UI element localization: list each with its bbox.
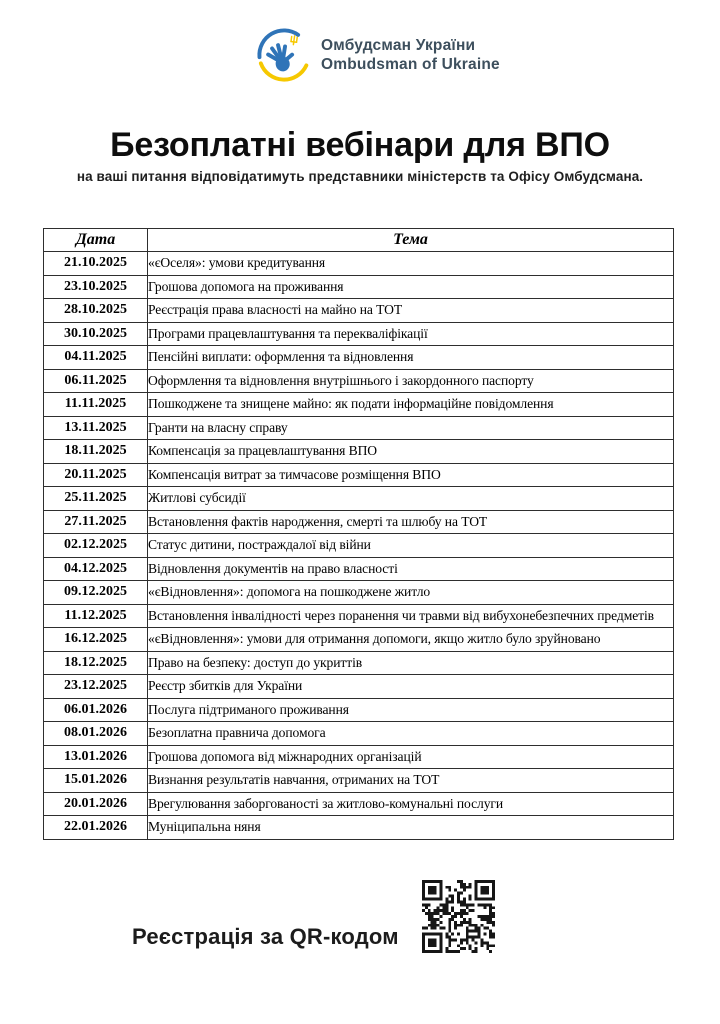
logo-name-en: Ombudsman of Ukraine bbox=[321, 56, 500, 73]
table-row bbox=[44, 393, 674, 417]
webinar-topic: Статус дитини, постраждалої від війни bbox=[148, 534, 674, 558]
webinar-date: 21.10.2025 bbox=[44, 252, 148, 276]
webinar-topic: Пошкоджене та знищене майно: як подати інформаційне повідомлення bbox=[148, 393, 674, 417]
webinar-date: 04.12.2025 bbox=[44, 557, 148, 581]
webinar-date: 11.12.2025 bbox=[44, 604, 148, 628]
table-row bbox=[44, 722, 674, 746]
webinar-topic: Визнання результатів навчання, отриманих на ТОТ bbox=[148, 769, 674, 793]
registration-qr-code-icon bbox=[419, 877, 498, 956]
table-row bbox=[44, 252, 674, 276]
webinar-topic: Реєстрація права власності на майно на ТОТ bbox=[148, 299, 674, 323]
webinar-date: 20.11.2025 bbox=[44, 463, 148, 487]
table-row bbox=[44, 463, 674, 487]
webinar-date: 23.10.2025 bbox=[44, 275, 148, 299]
webinar-topic: Реєстр збитків для України bbox=[148, 675, 674, 699]
webinar-date: 06.11.2025 bbox=[44, 369, 148, 393]
table-row bbox=[44, 440, 674, 464]
webinar-date: 11.11.2025 bbox=[44, 393, 148, 417]
webinar-date: 22.01.2026 bbox=[44, 816, 148, 840]
table-row bbox=[44, 275, 674, 299]
table-row bbox=[44, 557, 674, 581]
table-row bbox=[44, 769, 674, 793]
webinar-date: 20.01.2026 bbox=[44, 792, 148, 816]
page-subtitle: на ваші питання відповідатимуть представники міністерств та Офісу Омбудсмана. bbox=[76, 169, 644, 184]
webinar-date: 18.11.2025 bbox=[44, 440, 148, 464]
table-row bbox=[44, 792, 674, 816]
registration-label: Реєстрація за QR-кодом bbox=[132, 924, 399, 949]
table-row bbox=[44, 816, 674, 840]
table-row bbox=[44, 745, 674, 769]
webinar-date: 02.12.2025 bbox=[44, 534, 148, 558]
webinar-topic: Послуга підтриманого проживання bbox=[148, 698, 674, 722]
table-row bbox=[44, 698, 674, 722]
table-row bbox=[44, 487, 674, 511]
table-row bbox=[44, 651, 674, 675]
webinar-topic: «єВідновлення»: допомога на пошкоджене житло bbox=[148, 581, 674, 605]
ombudsman-logo bbox=[256, 27, 500, 83]
webinar-date: 13.01.2026 bbox=[44, 745, 148, 769]
webinar-topic: Компенсація за працевлаштування ВПО bbox=[148, 440, 674, 464]
webinar-date: 04.11.2025 bbox=[44, 346, 148, 370]
webinar-topic: Муніципальна няня bbox=[148, 816, 674, 840]
webinar-topic: Безоплатна правнича допомога bbox=[148, 722, 674, 746]
webinar-date: 30.10.2025 bbox=[44, 322, 148, 346]
webinar-date: 23.12.2025 bbox=[44, 675, 148, 699]
table-row bbox=[44, 628, 674, 652]
webinar-topic: Грошова допомога від міжнародних організацій bbox=[148, 745, 674, 769]
webinar-topic: Відновлення документів на право власності bbox=[148, 557, 674, 581]
table-row bbox=[44, 675, 674, 699]
webinar-topic: Встановлення інвалідності через поранення чи травми від вибухонебезпечних предметів bbox=[148, 604, 674, 628]
webinar-date: 18.12.2025 bbox=[44, 651, 148, 675]
ombudsman-hand-logo-icon bbox=[256, 27, 312, 83]
table-row bbox=[44, 369, 674, 393]
webinar-date: 09.12.2025 bbox=[44, 581, 148, 605]
webinar-topic: Право на безпеку: доступ до укриттів bbox=[148, 651, 674, 675]
column-header-date: Дата bbox=[44, 229, 148, 252]
webinar-date: 16.12.2025 bbox=[44, 628, 148, 652]
webinar-topic: «єВідновлення»: умови для отримання допомоги, якщо житло було зруйновано bbox=[148, 628, 674, 652]
webinar-date: 13.11.2025 bbox=[44, 416, 148, 440]
logo-name-uk: Омбудсман України bbox=[321, 37, 476, 54]
webinar-topic: Гранти на власну справу bbox=[148, 416, 674, 440]
table-row bbox=[44, 581, 674, 605]
webinar-date: 28.10.2025 bbox=[44, 299, 148, 323]
table-row bbox=[44, 416, 674, 440]
webinar-topic: «єОселя»: умови кредитування bbox=[148, 252, 674, 276]
webinar-topic: Оформлення та відновлення внутрішнього і закордонного паспорту bbox=[148, 369, 674, 393]
table-row bbox=[44, 534, 674, 558]
table-header-row bbox=[44, 229, 674, 252]
table-row bbox=[44, 510, 674, 534]
webinar-topic: Програми працевлаштування та перекваліфікації bbox=[148, 322, 674, 346]
table-row bbox=[44, 299, 674, 323]
webinar-date: 08.01.2026 bbox=[44, 722, 148, 746]
column-header-topic: Тема bbox=[148, 229, 674, 252]
table-row bbox=[44, 322, 674, 346]
table-row bbox=[44, 604, 674, 628]
webinar-date: 25.11.2025 bbox=[44, 487, 148, 511]
webinar-schedule-table bbox=[43, 228, 674, 840]
table-row bbox=[44, 346, 674, 370]
webinar-topic: Пенсійні виплати: оформлення та відновлення bbox=[148, 346, 674, 370]
page-title: Безоплатні вебінари для ВПО bbox=[110, 126, 610, 164]
webinar-topic: Житлові субсидії bbox=[148, 487, 674, 511]
webinar-topic: Грошова допомога на проживання bbox=[148, 275, 674, 299]
webinar-topic: Компенсація витрат за тимчасове розміщення ВПО bbox=[148, 463, 674, 487]
webinar-date: 15.01.2026 bbox=[44, 769, 148, 793]
webinar-topic: Встановлення фактів народження, смерті та шлюбу на ТОТ bbox=[148, 510, 674, 534]
webinar-date: 27.11.2025 bbox=[44, 510, 148, 534]
webinar-date: 06.01.2026 bbox=[44, 698, 148, 722]
webinar-topic: Врегулювання заборгованості за житлово-комунальні послуги bbox=[148, 792, 674, 816]
